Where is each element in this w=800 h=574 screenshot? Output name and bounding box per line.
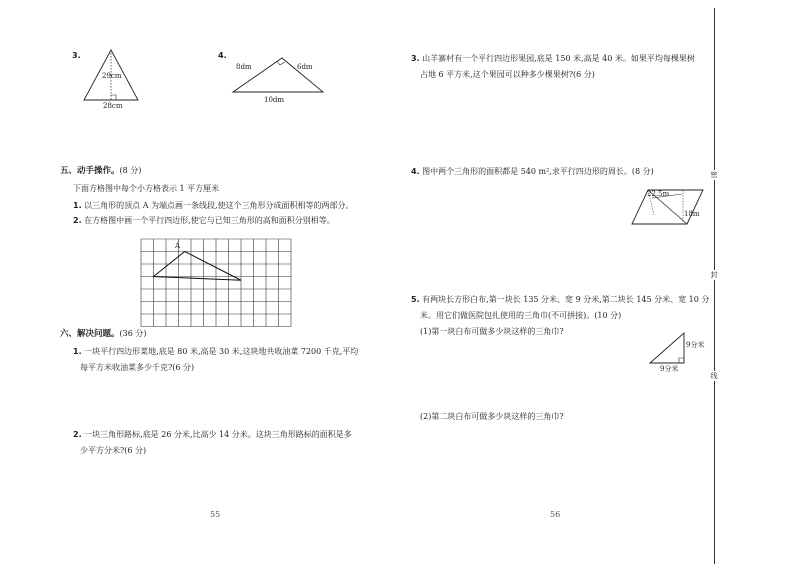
section5-intro: 下面方格图中每个小方格表示 1 平方厘米 — [73, 184, 220, 193]
page-number-right: 56 — [550, 510, 561, 519]
right-q3-line2: 占地 6 平方米,这个果园可以种多少棵果树?(6 分) — [420, 70, 595, 79]
section6-heading: 六、解决问题。(36 分) — [60, 329, 147, 339]
right-q5-line1: 5. 有两块长方形白布,第一块长 135 分米、宽 9 分米,第二块长 145 分米、宽 10 分 — [411, 295, 710, 304]
binding-word-close: 封 — [707, 270, 721, 280]
right-q5-sub1: (1)第一块白布可做多少块这样的三角巾? — [420, 327, 564, 336]
q4-label-top: 22.5m — [647, 190, 670, 198]
binding-word-line: 线 — [707, 371, 721, 381]
page-number-left: 55 — [210, 510, 221, 519]
q5-triangle-base-label: 9分米 — [660, 365, 679, 373]
section5-q2: 2. 在方格图中画一个平行四边形,使它与已知三角形的高和面积分别相等。 — [73, 216, 335, 225]
fig4-right-label: 6dm — [297, 63, 313, 71]
section5-q1: 1. 以三角形的顶点 A 为端点画一条线段,使这个三角形分成面积相等的两部分。 — [73, 201, 354, 210]
section6-q2-line1: 2. 一块三角形路标,底是 26 分米,比高少 14 分米。这块三角形路标的面积是多 — [73, 430, 352, 439]
right-q5-sub2: (2)第二块白布可做多少块这样的三角巾? — [420, 412, 564, 421]
q4-label-side: 18m — [684, 210, 700, 218]
fig3-base-label: 28cm — [103, 102, 123, 110]
square-grid[interactable] — [139, 237, 297, 325]
fig4-triangle — [230, 55, 326, 95]
grid-point-a-label: A — [175, 242, 181, 250]
right-q5-line2: 米。用它们做医院包扎使用的三角巾(不可拼接)。(10 分) — [420, 311, 622, 320]
fig4-base-label: 10dm — [264, 96, 285, 104]
q5-triangle-side-label: 9分米 — [686, 341, 705, 349]
binding-line — [714, 8, 715, 564]
fig4-number: 4. — [218, 51, 227, 60]
q5-right-triangle — [648, 331, 688, 365]
binding-word-seal: 密 — [707, 170, 721, 180]
section6-q1-line1: 1. 一块平行四边形菜地,底是 80 米,高是 30 米,这块地共收油菜 7200 千克,平均 — [73, 347, 359, 356]
fig3-height-label: 29cm — [102, 72, 122, 80]
section6-q2-line2: 少平方分米?(6 分) — [80, 446, 147, 455]
fig4-left-label: 8dm — [236, 63, 252, 71]
section6-q1-line2: 每平方米收油菜多少千克?(6 分) — [80, 363, 195, 372]
given-triangle — [154, 252, 242, 281]
fig3-number: 3. — [72, 51, 81, 60]
right-q4-line1: 4. 图中两个三角形的面积都是 540 m²,求平行四边形的周长。(8 分) — [411, 167, 654, 176]
section5-heading: 五、动手操作。(8 分) — [60, 166, 142, 176]
right-q3-line1: 3. 山羊寨村有一个平行四边形果园,底是 150 米,高是 40 米。如果平均每棵果树 — [411, 54, 695, 63]
